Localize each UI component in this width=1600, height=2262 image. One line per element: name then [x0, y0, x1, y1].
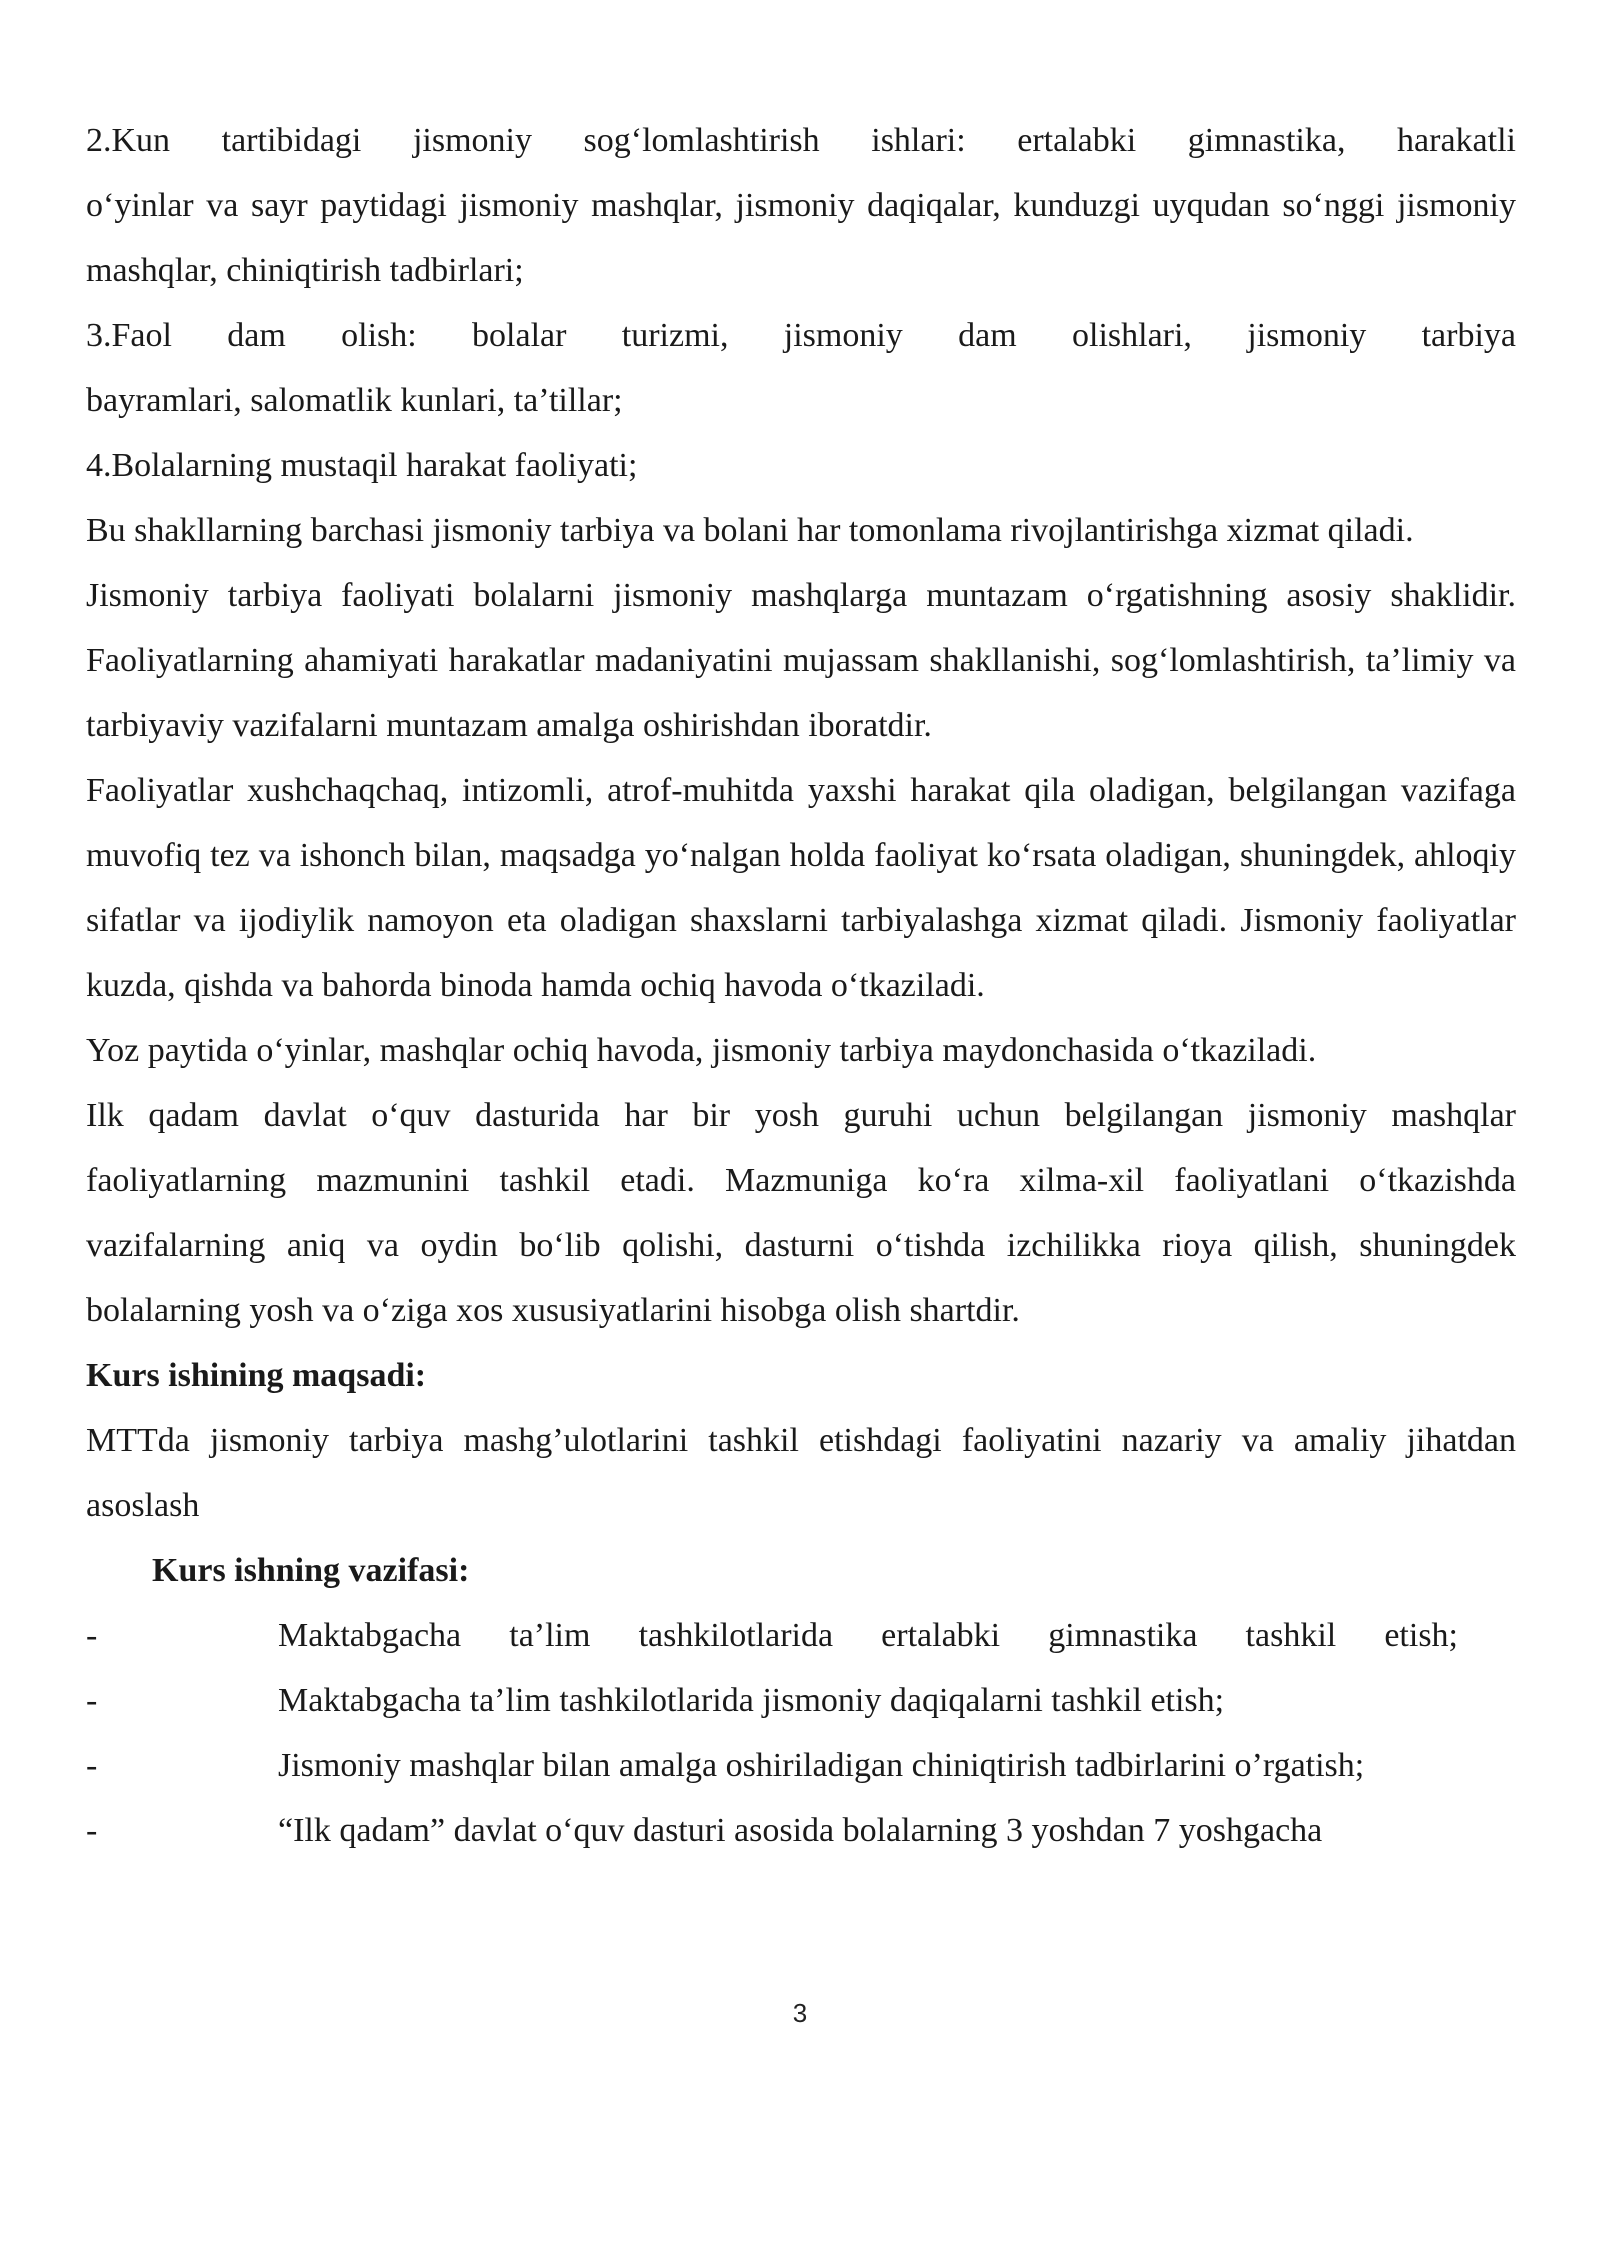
- item-continuation: o‘yinlar va sayr paytidagi jismoniy mashqlar, jismoniy daqiqalar, kunduzgi uyqudan so‘nggi jismoniy mashqlar, chiniqtirish tadbirlari;: [86, 187, 1516, 289]
- item-first-line: Faol dam olish: bolalar turizmi, jismoniy dam olishlari, jismoniy tarbiya: [111, 317, 1516, 354]
- task-item: [86, 1603, 1516, 1668]
- paragraph: Yoz paytida o‘yinlar, mashqlar ochiq havoda, jismoniy tarbiya maydonchasida o‘tkaziladi.: [86, 1032, 1317, 1069]
- paragraph: Bu shakllarning barchasi jismoniy tarbiya va bolani har tomonlama rivojlantirishga xizmat qiladi.: [86, 512, 1414, 549]
- item-number: 3.: [86, 317, 112, 354]
- item-first-line: Bolalarning mustaqil harakat faoliyati;: [111, 447, 638, 484]
- task-text: “Ilk qadam” davlat o‘quv dasturi asosida bolalarning 3 yoshdan 7 yoshgacha: [278, 1812, 1323, 1849]
- task-text: Maktabgacha ta’lim tashkilotlarida ertalabki gimnastika tashkil etish;: [278, 1617, 1458, 1654]
- task-text: Maktabgacha ta’lim tashkilotlarida jismoniy daqiqalarni tashkil etish;: [278, 1682, 1225, 1719]
- task-item: [86, 1733, 1516, 1798]
- item-number: 2.: [86, 122, 112, 159]
- paragraph: Faoliyatlar xushchaqchaq, intizomli, atrof-muhitda yaxshi harakat qila oladigan, belgilangan vazifaga muvofiq tez va ishonch bilan, maqsadga yo‘nalgan holda faoliyat ko‘rsata oladigan, shuningdek, ahloqiy sifatlar va ijodiylik namoyon eta oladigan shaxslarni tarbiyalashga xizmat qiladi. Jismoniy faoliyatlar kuzda, qishda va bahorda binoda hamda ochiq havoda o‘tkaziladi.: [86, 772, 1516, 1004]
- tasks-heading: Kurs ishning vazifasi:: [152, 1552, 470, 1589]
- numbered-item: [86, 108, 1516, 303]
- numbered-item: [86, 303, 1516, 433]
- task-item: [86, 1798, 1516, 1863]
- task-dash: -: [86, 1747, 98, 1784]
- task-dash: -: [86, 1682, 98, 1719]
- paragraph: Jismoniy tarbiya faoliyati bolalarni jismoniy mashqlarga muntazam o‘rgatishning asosiy shaklidir. Faoliyatlarning ahamiyati harakatlar madaniyatini mujassam shakllanishi, sog‘lomlashtirish, ta’limiy va tarbiyaviy vazifalarni muntazam amalga oshirishdan iboratdir.: [86, 577, 1516, 744]
- goal-heading: Kurs ishining maqsadi:: [86, 1357, 427, 1394]
- numbered-item: [86, 433, 1516, 498]
- task-dash: -: [86, 1812, 98, 1849]
- page-number: 3: [792, 1998, 808, 2028]
- item-continuation: bayramlari, salomatlik kunlari, ta’tillar;: [86, 382, 623, 419]
- paragraph: Ilk qadam davlat o‘quv dasturida har bir yosh guruhi uchun belgilangan jismoniy mashqlar faoliyatlarning mazmunini tashkil etadi. Mazmuniga ko‘ra xilma-xil faoliyatlani o‘tkazishda vazifalarning aniq va oydin bo‘lib qolishi, dasturni o‘tishda izchilikka rioya qilish, shuningdek bolalarning yosh va o‘ziga xos xususiyatlarini hisobga olish shartdir.: [86, 1097, 1516, 1329]
- item-number: 4.: [86, 447, 112, 484]
- item-first-line: Kun tartibidagi jismoniy sog‘lomlashtirish ishlari: ertalabki gimnastika, harakatli: [111, 122, 1516, 159]
- document-page: [86, 108, 1516, 1863]
- task-item: [86, 1668, 1516, 1733]
- task-text: Jismoniy mashqlar bilan amalga oshiriladigan chiniqtirish tadbirlarini o’rgatish;: [278, 1747, 1365, 1784]
- goal-text: MTTda jismoniy tarbiya mashg’ulotlarini tashkil etishdagi faoliyatini nazariy va amaliy jihatdan asoslash: [86, 1422, 1516, 1524]
- task-dash: -: [86, 1617, 98, 1654]
